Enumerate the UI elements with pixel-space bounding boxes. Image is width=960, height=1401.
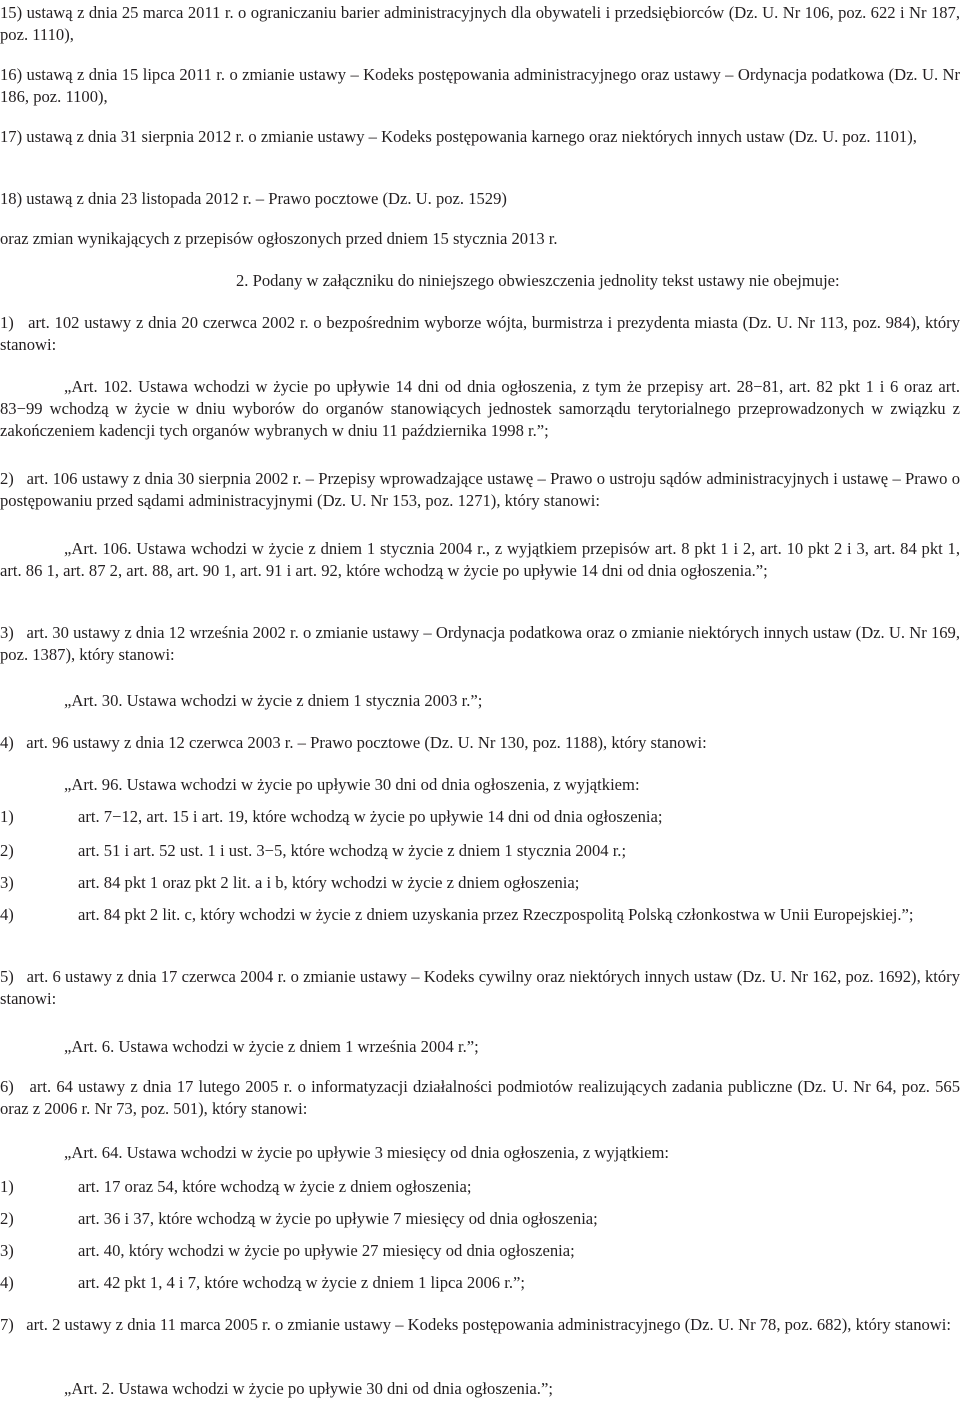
exclusion-item: 4) art. 96 ustawy z dnia 12 czerwca 2003 r. – Prawo pocztowe (Dz. U. Nr 130, poz. 1188), który stanowi:: [0, 733, 707, 752]
quote: „Art. 64. Ustawa wchodzi w życie po upływie 3 miesięcy od dnia ogłoszenia, z wyjątkiem:: [64, 1143, 670, 1162]
quote: „Art. 106. Ustawa wchodzi w życie z dniem 1 stycznia 2004 r., z wyjątkiem przepisów art. 8 pkt 1 i 2, art. 10 pkt 2 i 3, art. 84 pkt 1, art. 86 1, art. 87 2, art. 88, art. 90 1, art. 91 i art. 92, które wchodzą w życie po upływie 14 dni od dnia ogłoszenia.”;: [0, 539, 960, 580]
sub-item: 1) art. 7−12, art. 15 i art. 19, które wchodzą w życie po upływie 14 dni od dnia ogłoszenia;: [0, 807, 663, 826]
quote: „Art. 2. Ustawa wchodzi w życie po upływie 30 dni od dnia ogłoszenia.”;: [64, 1379, 553, 1398]
list-item-text: ustawą z dnia 31 sierpnia 2012 r. o zmianie ustawy – Kodeks postępowania karnego oraz niektórych innych ustaw (Dz. U. poz. 1101),: [26, 127, 917, 146]
list-item: 16) ustawą z dnia 15 lipca 2011 r. o zmianie ustawy – Kodeks postępowania administracyjnego oraz ustawy – Ordynacja podatkowa (Dz. U. Nr 186, poz. 1100),: [0, 65, 960, 106]
list-item: 17) ustawą z dnia 31 sierpnia 2012 r. o zmianie ustawy – Kodeks postępowania karnego oraz niektórych innych ustaw (Dz. U. poz. 1101),: [0, 127, 917, 146]
exclusion-item: 1) art. 102 ustawy z dnia 20 czerwca 2002 r. o bezpośrednim wyborze wójta, burmistrza i prezydenta miasta (Dz. U. Nr 113, poz. 984), który stanowi:: [0, 313, 960, 354]
list-item-text: ustawą z dnia 15 lipca 2011 r. o zmianie ustawy – Kodeks postępowania administracyjnego oraz ustawy – Ordynacja podatkowa (Dz. U. Nr 186, poz. 1100),: [0, 65, 960, 106]
sub-item: 3) art. 40, który wchodzi w życie po upływie 27 miesięcy od dnia ogłoszenia;: [0, 1241, 575, 1260]
exclusion-item: 6) art. 64 ustawy z dnia 17 lutego 2005 r. o informatyzacji działalności podmiotów realizujących zadania publiczne (Dz. U. Nr 64, poz. 565 oraz z 2006 r. Nr 73, poz. 501), który stanowi:: [0, 1077, 960, 1118]
paragraph-2: 2. Podany w załączniku do niniejszego obwieszczenia jednolity tekst ustawy nie obejmuje:: [236, 271, 840, 290]
sub-item: 2) art. 51 i art. 52 ust. 1 i ust. 3−5, które wchodzą w życie z dniem 1 stycznia 2004 r.;: [0, 841, 627, 860]
list-item: 18) ustawą z dnia 23 listopada 2012 r. – Prawo pocztowe (Dz. U. poz. 1529): [0, 189, 507, 208]
exclusion-text: art. 102 ustawy z dnia 20 czerwca 2002 r. o bezpośrednim wyborze wójta, burmistrza i prezydenta miasta (Dz. U. Nr 113, poz. 984), który stanowi:: [0, 313, 960, 354]
list-item-text: ustawą z dnia 25 marca 2011 r. o ograniczaniu barier administracyjnych dla obywateli i przedsiębiorców (Dz. U. Nr 106, poz. 622 i Nr 187, poz. 1110),: [0, 3, 960, 44]
exclusion-text: art. 64 ustawy z dnia 17 lutego 2005 r. o informatyzacji działalności podmiotów realizujących zadania publiczne (Dz. U. Nr 64, poz. 565 oraz z 2006 r. Nr 73, poz. 501), który stanowi:: [0, 1077, 960, 1118]
sub-item: 1) art. 17 oraz 54, które wchodzą w życie z dniem ogłoszenia;: [0, 1177, 472, 1196]
exclusion-item: 7) art. 2 ustawy z dnia 11 marca 2005 r. o zmianie ustawy – Kodeks postępowania administracyjnego (Dz. U. Nr 78, poz. 682), który stanowi:: [0, 1315, 952, 1334]
exclusion-text: art. 6 ustawy z dnia 17 czerwca 2004 r. o zmianie ustawy – Kodeks cywilny oraz niektórych innych ustaw (Dz. U. Nr 162, poz. 1692), który stanowi:: [0, 967, 960, 1008]
sub-item: 3) art. 84 pkt 1 oraz pkt 2 lit. a i b, który wchodzi w życie z dniem ogłoszenia;: [0, 873, 580, 892]
list-item-text: ustawą z dnia 23 listopada 2012 r. – Prawo pocztowe (Dz. U. poz. 1529): [26, 189, 507, 208]
sub-item: 2) art. 36 i 37, które wchodzą w życie po upływie 7 miesięcy od dnia ogłoszenia;: [0, 1209, 598, 1228]
exclusion-item: 2) art. 106 ustawy z dnia 30 sierpnia 2002 r. – Przepisy wprowadzające ustawę – Prawo o ustroju sądów administracyjnych i ustawę – Prawo o postępowaniu przed sądami administracyjnymi (Dz. U. Nr 153, poz. 1271), który stanowi:: [0, 469, 960, 510]
quote: „Art. 6. Ustawa wchodzi w życie z dniem 1 września 2004 r.”;: [64, 1037, 479, 1056]
closing-line: oraz zmian wynikających z przepisów ogłoszonych przed dniem 15 stycznia 2013 r.: [0, 229, 558, 248]
exclusion-item: 3) art. 30 ustawy z dnia 12 września 2002 r. o zmianie ustawy – Ordynacja podatkowa oraz o zmianie niektórych innych ustaw (Dz. U. Nr 169, poz. 1387), który stanowi:: [0, 623, 960, 664]
quote: „Art. 30. Ustawa wchodzi w życie z dniem 1 stycznia 2003 r.”;: [64, 691, 483, 710]
exclusion-text: art. 30 ustawy z dnia 12 września 2002 r. o zmianie ustawy – Ordynacja podatkowa oraz o zmianie niektórych innych ustaw (Dz. U. Nr 169, poz. 1387), który stanowi:: [0, 623, 960, 664]
quote: „Art. 96. Ustawa wchodzi w życie po upływie 30 dni od dnia ogłoszenia, z wyjątkiem:: [64, 775, 640, 794]
exclusion-item: 5) art. 6 ustawy z dnia 17 czerwca 2004 r. o zmianie ustawy – Kodeks cywilny oraz niektórych innych ustaw (Dz. U. Nr 162, poz. 1692), który stanowi:: [0, 967, 960, 1008]
exclusion-text: art. 2 ustawy z dnia 11 marca 2005 r. o zmianie ustawy – Kodeks postępowania administracyjnego (Dz. U. Nr 78, poz. 682), który stanowi:: [26, 1315, 952, 1334]
exclusion-text: art. 106 ustawy z dnia 30 sierpnia 2002 r. – Przepisy wprowadzające ustawę – Prawo o ustroju sądów administracyjnych i ustawę – Prawo o postępowaniu przed sądami administracyjnymi (Dz. U. Nr 153, poz. 1271), który stanowi:: [0, 469, 960, 510]
sub-item: 4) art. 42 pkt 1, 4 i 7, które wchodzą w życie z dniem 1 lipca 2006 r.”;: [0, 1273, 525, 1292]
quote: „Art. 102. Ustawa wchodzi w życie po upływie 14 dni od dnia ogłoszenia, z tym że przepisy art. 28−81, art. 82 pkt 1 i 6 oraz art. 83−99 wchodzą w życie w dniu wyborów do organów stanowiących jednostek samorządu terytorialnego przeprowadzonych w związku z zakończeniem kadencji tych organów wybranych w dniu 11 października 1998 r.”;: [0, 377, 960, 440]
sub-item: 4) art. 84 pkt 2 lit. c, który wchodzi w życie z dniem uzyskania przez Rzeczpospolitą Polską członkostwa w Unii Europejskiej.”;: [0, 905, 914, 924]
list-item: 15) ustawą z dnia 25 marca 2011 r. o ograniczaniu barier administracyjnych dla obywateli i przedsiębiorców (Dz. U. Nr 106, poz. 622 i Nr 187, poz. 1110),: [0, 3, 960, 44]
exclusion-text: art. 96 ustawy z dnia 12 czerwca 2003 r. – Prawo pocztowe (Dz. U. Nr 130, poz. 1188), który stanowi:: [26, 733, 707, 752]
